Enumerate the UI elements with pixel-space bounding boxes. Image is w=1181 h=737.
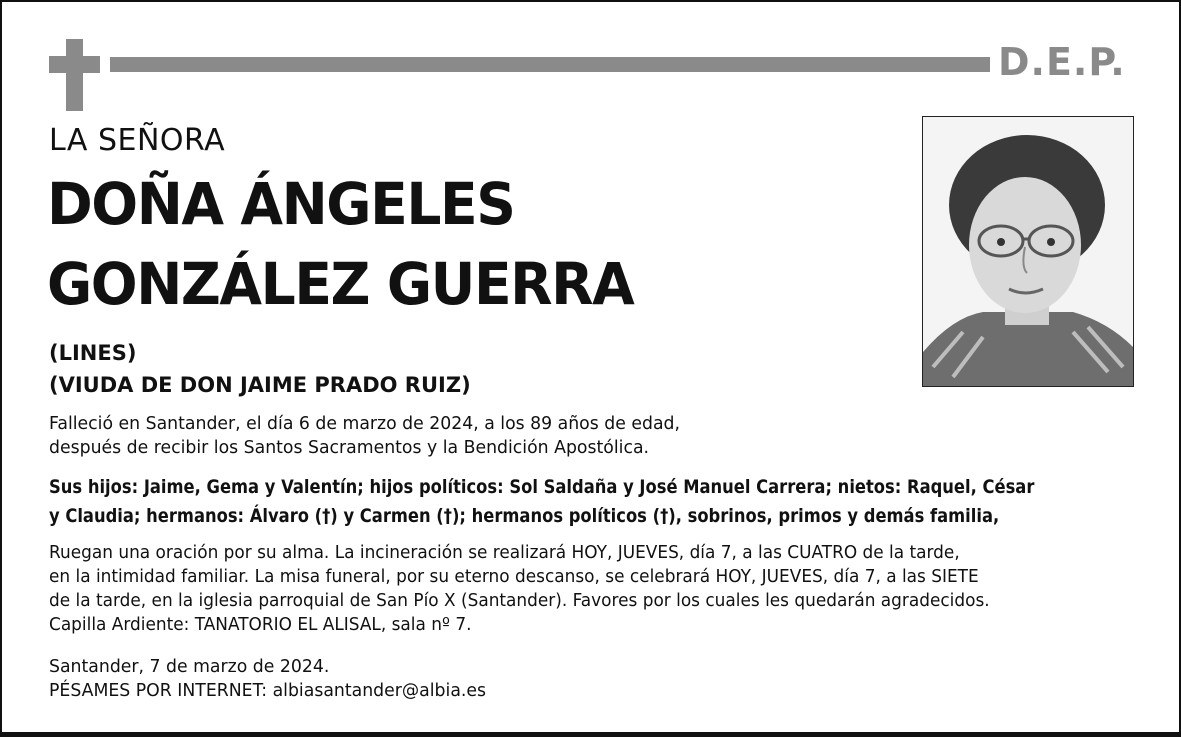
footer: [49, 655, 486, 703]
deceased-name-line-2: GONZÁLEZ GUERRA: [47, 250, 634, 318]
death-notice-paragraph: [49, 412, 680, 460]
text-line: en la intimidad familiar. La misa funeral, por su eterno descanso, se celebrará HOY, JUEVES, día 7, a las SIETE: [49, 566, 979, 587]
honorific-title: LA SEÑORA: [49, 123, 226, 158]
text-line: después de recibir los Santos Sacramentos y la Bendición Apostólica.: [49, 437, 650, 458]
text-line: Ruegan una oración por su alma. La incineración se realizará HOY, JUEVES, día 7, a las CUATRO de la tarde,: [49, 542, 960, 563]
deceased-name-line-1: DOÑA ÁNGELES: [47, 170, 515, 238]
cross-icon: [66, 39, 83, 111]
text-line: Falleció en Santander, el día 6 de marzo de 2024, a los 89 años de edad,: [49, 413, 680, 434]
dep-label: D.E.P.: [998, 40, 1126, 84]
family-paragraph: [49, 473, 1034, 531]
nickname: (LINES): [49, 341, 137, 365]
text-line: de la tarde, en la iglesia parroquial de San Pío X (Santander). Favores por los cuales les quedarán agradecidos.: [49, 590, 990, 611]
portrait-image: [923, 117, 1133, 386]
condolences-contact: PÉSAMES POR INTERNET: albiasantander@albia.es: [49, 680, 487, 701]
cross-icon-bar: [49, 56, 100, 73]
portrait-photo: [922, 116, 1134, 387]
text-line: Capilla Ardiente: TANATORIO EL ALISAL, sala nº 7.: [49, 614, 472, 635]
place-date: Santander, 7 de marzo de 2024.: [49, 656, 330, 677]
widow-of: (VIUDA DE DON JAIME PRADO RUIZ): [49, 373, 471, 397]
text-line: y Claudia; hermanos: Álvaro (†) y Carmen (†); hermanos políticos (†), sobrinos, primos y demás familia,: [49, 505, 1000, 527]
text-line: Sus hijos: Jaime, Gema y Valentín; hijos políticos: Sol Saldaña y José Manuel Carrera; nietos: Raquel, César: [49, 476, 1035, 498]
ceremony-paragraph: [49, 541, 990, 637]
header-rule: [110, 57, 990, 72]
